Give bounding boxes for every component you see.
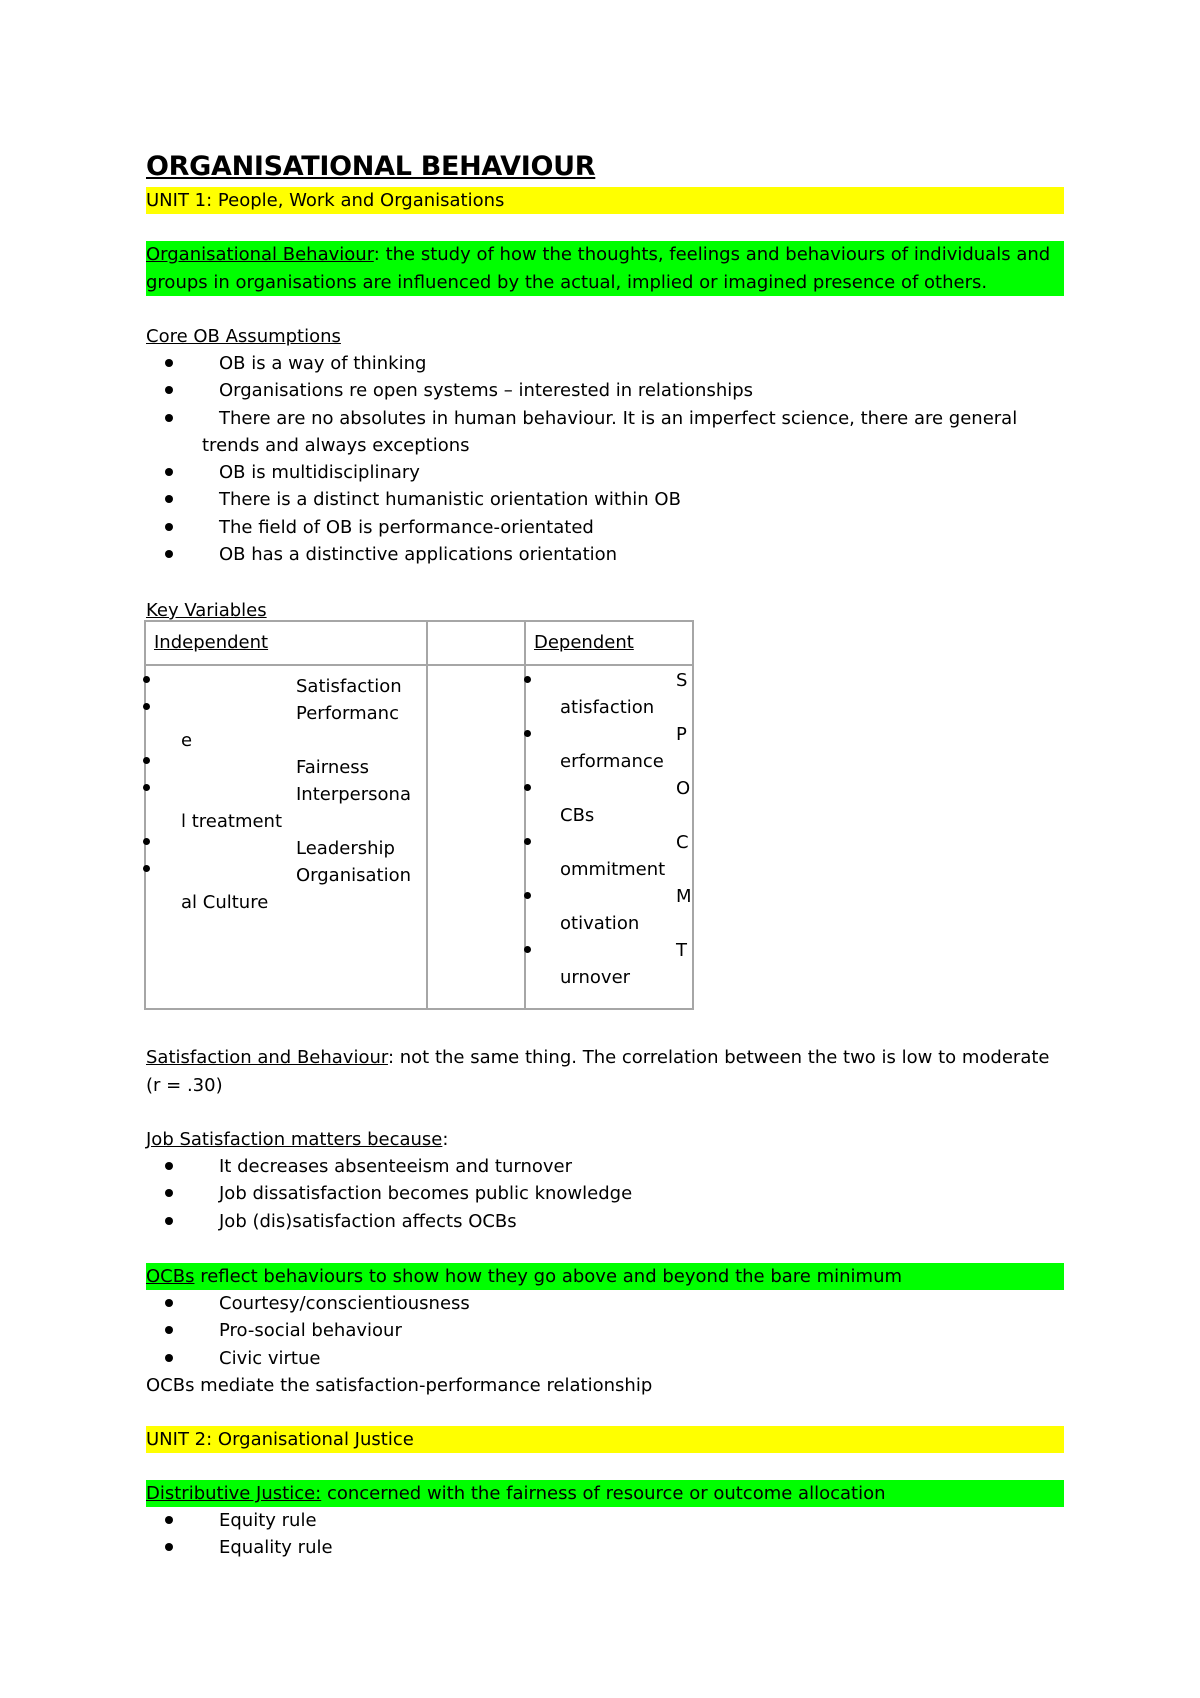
assumptions-heading: Core OB Assumptions <box>146 326 341 347</box>
list-item: Civic virtue <box>146 1345 1046 1372</box>
independent-variable-line: e <box>181 730 193 751</box>
bullet-icon <box>165 1326 173 1334</box>
ocb-note: OCBs mediate the satisfaction-performance relationship <box>146 1375 653 1396</box>
bullet-icon <box>143 865 150 872</box>
list-item: There is a distinct humanistic orientation within OB <box>146 486 1046 513</box>
bullet-icon <box>143 757 150 764</box>
dependent-variable-initial: S <box>676 670 688 691</box>
dependent-variable-initial: C <box>676 832 689 853</box>
bullet-icon <box>524 892 531 899</box>
ocb-list <box>146 1290 1046 1372</box>
ocb-heading: OCBs reflect behaviours to show how they go above and beyond the bare minimum <box>146 1263 1064 1290</box>
bullet-icon <box>524 730 531 737</box>
bullet-icon <box>143 676 150 683</box>
bullet-icon <box>165 1299 173 1307</box>
bullet-icon <box>524 946 531 953</box>
bullet-icon <box>524 838 531 845</box>
satisfaction-term: Satisfaction and Behaviour <box>146 1047 388 1068</box>
bullet-icon <box>143 784 150 791</box>
bullet-icon <box>165 1162 173 1170</box>
key-variables-table <box>144 620 694 1010</box>
independent-variable-line: Performanc <box>296 703 399 724</box>
bullet-icon <box>165 386 173 394</box>
bullet-icon <box>524 676 531 683</box>
list-item: Pro-social behaviour <box>146 1317 1046 1344</box>
bullet-icon <box>165 1189 173 1197</box>
list-item: Courtesy/conscientiousness <box>146 1290 1046 1317</box>
key-variables-heading: Key Variables <box>146 600 267 621</box>
distributive-list <box>146 1507 1046 1562</box>
unit2-heading: UNIT 2: Organisational Justice <box>146 1426 1064 1453</box>
list-item: It decreases absenteeism and turnover <box>146 1153 1046 1180</box>
independent-variable-line: Leadership <box>296 838 395 859</box>
bullet-icon <box>165 468 173 476</box>
unit1-heading: UNIT 1: People, Work and Organisations <box>146 187 1064 214</box>
dependent-variable-rest: atisfaction <box>560 697 655 718</box>
bullet-icon <box>165 523 173 531</box>
dependent-variable-rest: otivation <box>560 913 640 934</box>
list-item: OB is multidisciplinary <box>146 459 1046 486</box>
list-item: Equity rule <box>146 1507 1046 1534</box>
ob-definition-term: Organisational Behaviour <box>146 244 374 265</box>
independent-cell <box>145 665 427 1009</box>
list-item: Equality rule <box>146 1534 1046 1561</box>
list-item: OB is a way of thinking <box>146 350 1046 377</box>
dependent-variable-rest: CBs <box>560 805 595 826</box>
list-item: Organisations re open systems – interested in relationships <box>146 377 1046 404</box>
bullet-icon <box>165 495 173 503</box>
distributive-heading: Distributive Justice: concerned with the fairness of resource or outcome allocation <box>146 1480 1064 1507</box>
ob-definition <box>146 241 1064 296</box>
bullet-icon <box>165 1516 173 1524</box>
bullet-icon <box>165 1217 173 1225</box>
dependent-cell <box>525 665 693 1009</box>
list-item: Job dissatisfaction becomes public knowledge <box>146 1180 1046 1207</box>
blank-header-cell <box>427 621 525 665</box>
independent-variable-line: al Culture <box>181 892 269 913</box>
job-sat-list <box>146 1153 1046 1235</box>
job-sat-heading: Job Satisfaction matters because: <box>146 1129 449 1150</box>
satisfaction-paragraph <box>146 1044 1064 1099</box>
list-item: The field of OB is performance-orientated <box>146 514 1046 541</box>
dependent-variable-initial: M <box>676 886 692 907</box>
bullet-icon <box>165 414 173 422</box>
independent-variable-line: Satisfaction <box>296 676 402 697</box>
page-title: ORGANISATIONAL BEHAVIOUR <box>146 151 596 182</box>
list-item: There are no absolutes in human behaviour. It is an imperfect science, there are general trends and always exceptions <box>146 405 1046 460</box>
independent-variable-line: Organisation <box>296 865 412 886</box>
dependent-variable-rest: erformance <box>560 751 664 772</box>
independent-variable-line: Fairness <box>296 757 370 778</box>
bullet-icon <box>165 1354 173 1362</box>
bullet-icon <box>165 1543 173 1551</box>
blank-cell <box>427 665 525 1009</box>
independent-variable-line: Interpersona <box>296 784 411 805</box>
dependent-variable-rest: urnover <box>560 967 631 988</box>
bullet-icon <box>524 784 531 791</box>
ob-definition-text: : the study of how the thoughts, feelings and behaviours of individuals and groups in organisations are influenced by the actual, implied or imagined presence of others. <box>146 244 1051 293</box>
dependent-variable-initial: O <box>676 778 691 799</box>
list-item: OB has a distinctive applications orientation <box>146 541 1046 568</box>
dependent-variable-initial: P <box>676 724 687 745</box>
dependent-variable-rest: ommitment <box>560 859 666 880</box>
independent-variable-line: l treatment <box>181 811 283 832</box>
dependent-header-cell: Dependent <box>525 621 693 665</box>
bullet-icon <box>143 703 150 710</box>
assumptions-list <box>146 350 1046 568</box>
bullet-icon <box>165 550 173 558</box>
bullet-icon <box>165 359 173 367</box>
dependent-variable-initial: T <box>676 940 687 961</box>
list-item: Job (dis)satisfaction affects OCBs <box>146 1208 1046 1235</box>
independent-header-cell: Independent <box>145 621 427 665</box>
bullet-icon <box>143 838 150 845</box>
satisfaction-text: : not the same thing. The correlation between the two is low to moderate (r = .30) <box>146 1047 1050 1096</box>
